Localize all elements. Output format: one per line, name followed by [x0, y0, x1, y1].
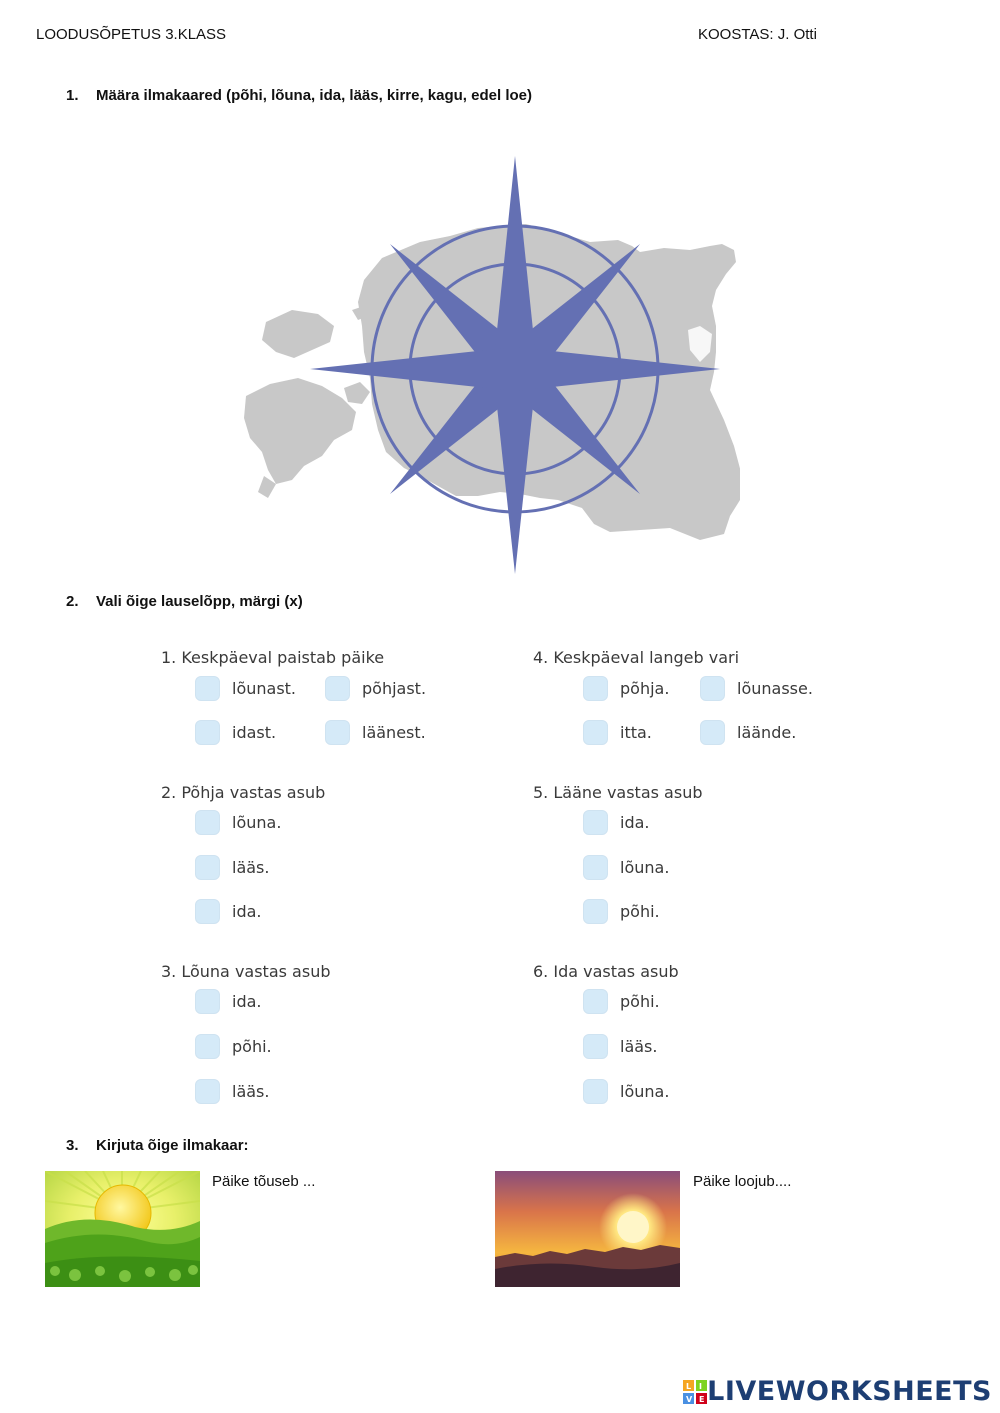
answer-checkbox[interactable]: [583, 720, 608, 745]
exercise-2-option[interactable]: lääs.: [195, 853, 269, 881]
svg-text:E: E: [699, 1394, 705, 1404]
question-2-title: [66, 593, 303, 610]
exercise-6-question: 6. Ida vastas asub: [533, 962, 679, 981]
answer-checkbox[interactable]: [700, 720, 725, 745]
liveworksheets-logo: [683, 1376, 992, 1407]
sunrise-prompt: Päike tõuseb ...: [212, 1173, 316, 1190]
exercise-5-option[interactable]: ida.: [583, 808, 650, 836]
answer-checkbox[interactable]: [195, 899, 220, 924]
exercise-2-option[interactable]: ida.: [195, 897, 262, 925]
subject-header: LOODUSÕPETUS 3.KLASS: [36, 26, 227, 43]
exercise-5-option[interactable]: põhi.: [583, 897, 660, 925]
answer-checkbox[interactable]: [583, 810, 608, 835]
answer-checkbox[interactable]: [195, 1079, 220, 1104]
svg-text:V: V: [686, 1394, 693, 1404]
sunrise-image: [45, 1171, 200, 1287]
exercise-1-option[interactable]: läänest.: [325, 718, 426, 746]
answer-checkbox[interactable]: [195, 1034, 220, 1059]
exercise-6-option[interactable]: põhi.: [583, 987, 660, 1015]
answer-checkbox[interactable]: [195, 720, 220, 745]
question-text: Vali õige lauselõpp, märgi (x): [96, 593, 303, 610]
exercise-1-option[interactable]: põhjast.: [325, 674, 426, 702]
sunset-image: [495, 1171, 680, 1287]
answer-checkbox[interactable]: [195, 810, 220, 835]
exercise-6-option[interactable]: lääs.: [583, 1032, 657, 1060]
exercise-5-option[interactable]: lõuna.: [583, 853, 669, 881]
answer-checkbox[interactable]: [325, 720, 350, 745]
exercise-3-option[interactable]: põhi.: [195, 1032, 272, 1060]
exercise-1-question: 1. Keskpäeval paistab päike: [161, 648, 385, 667]
compass-map-image: [240, 150, 740, 580]
exercise-6-option[interactable]: lõuna.: [583, 1077, 669, 1105]
exercise-4-option[interactable]: itta.: [583, 718, 652, 746]
answer-checkbox[interactable]: [583, 855, 608, 880]
answer-checkbox[interactable]: [195, 855, 220, 880]
exercise-3-option[interactable]: ida.: [195, 987, 262, 1015]
exercise-2-question: 2. Põhja vastas asub: [161, 783, 326, 802]
answer-checkbox[interactable]: [325, 676, 350, 701]
answer-checkbox[interactable]: [195, 676, 220, 701]
answer-checkbox[interactable]: [583, 989, 608, 1014]
answer-checkbox[interactable]: [583, 1079, 608, 1104]
exercise-4-option[interactable]: lõunasse.: [700, 674, 813, 702]
brand-name: LIVEWORKSHEETS: [707, 1376, 992, 1407]
exercise-4-option[interactable]: läände.: [700, 718, 796, 746]
question-3-title: [66, 1137, 249, 1154]
answer-checkbox[interactable]: [700, 676, 725, 701]
question-number: 3.: [66, 1137, 79, 1154]
answer-checkbox[interactable]: [583, 1034, 608, 1059]
svg-text:I: I: [699, 1381, 703, 1391]
logo-blocks-icon: [683, 1380, 707, 1404]
answer-checkbox[interactable]: [583, 676, 608, 701]
question-number: 1.: [66, 87, 79, 104]
exercise-4-question: 4. Keskpäeval langeb vari: [533, 648, 740, 667]
question-1-title: [66, 87, 532, 104]
sunset-prompt: Päike loojub....: [693, 1173, 792, 1190]
author-header: KOOSTAS: J. Otti: [698, 26, 817, 43]
exercise-2-option[interactable]: lõuna.: [195, 808, 281, 836]
question-text: Kirjuta õige ilmakaar:: [96, 1137, 249, 1154]
answer-checkbox[interactable]: [195, 989, 220, 1014]
answer-checkbox[interactable]: [583, 899, 608, 924]
question-text: Määra ilmakaared (põhi, lõuna, ida, lääs, kirre, kagu, edel loe): [96, 87, 532, 104]
svg-text:L: L: [686, 1381, 692, 1391]
exercise-4-option[interactable]: põhja.: [583, 674, 669, 702]
exercise-3-question: 3. Lõuna vastas asub: [161, 962, 331, 981]
exercise-1-option[interactable]: lõunast.: [195, 674, 296, 702]
exercise-5-question: 5. Lääne vastas asub: [533, 783, 703, 802]
question-number: 2.: [66, 593, 79, 610]
exercise-3-option[interactable]: lääs.: [195, 1077, 269, 1105]
exercise-1-option[interactable]: idast.: [195, 718, 276, 746]
